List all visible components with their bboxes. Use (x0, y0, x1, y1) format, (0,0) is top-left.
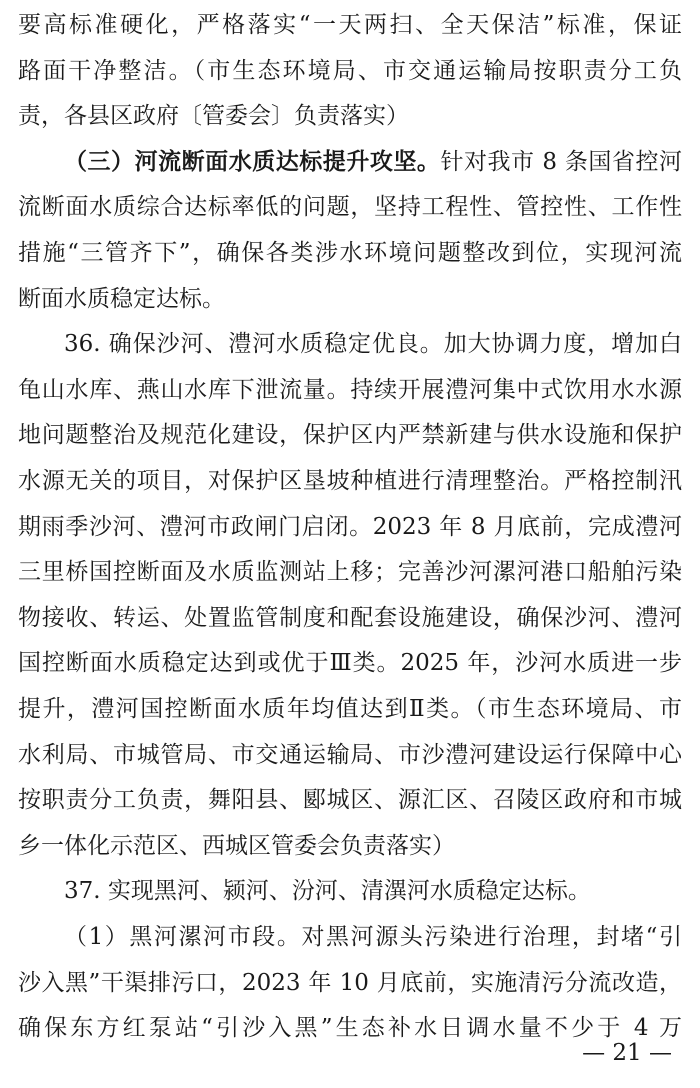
paragraph-2-line-2: 流断面水质综合达标率低的问题，坚持工程性、管控性、工作性 (18, 194, 682, 221)
paragraph-3-line-9: 提升，澧河国控断面水质年均值达到Ⅱ类。（市生态环境局、市 (18, 696, 682, 722)
page-number: — 21 — (582, 1040, 672, 1066)
paragraph-2-line-1 (64, 139, 682, 185)
paragraph-3-line-6: 三里桥国控断面及水质监测站上移；完善沙河漯河港口船舶污染 (18, 559, 682, 586)
section-heading-rest: 针对我市 8 条国省控河 (440, 148, 682, 175)
paragraph-3-line-10: 水利局、市城管局、市交通运输局、市沙澧河建设运行保障中心 (18, 741, 682, 768)
paragraph-3-line-12: 乡一体化示范区、西城区管委会负责落实） (18, 832, 455, 859)
paragraph-4-line-1: 37. 实现黑河、颍河、汾河、清潩河水质稳定达标。 (64, 878, 591, 905)
paragraph-3-line-11: 按职责分工负责，舞阳县、郾城区、源汇区、召陵区政府和市城 (18, 787, 682, 814)
paragraph-1-line-2: 路面干净整洁。（市生态环境局、市交通运输局按职责分工负 (18, 57, 682, 84)
paragraph-1-line-3: 责，各县区政府〔管委会〕负责落实） (18, 103, 409, 130)
paragraph-5-line-2: 沙入黑”干渠排污口，2023 年 10 月底前，实施清污分流改造， (18, 969, 682, 996)
paragraph-3-line-8: 国控断面水质稳定达到或优于Ⅲ类。2025 年，沙河水质进一步 (18, 650, 682, 677)
paragraph-3-line-3: 地问题整治及规范化建设，保护区内严禁新建与供水设施和保护 (18, 422, 682, 449)
paragraph-3-line-7: 物接收、转运、处置监管制度和配套设施建设，确保沙河、澧河 (18, 604, 682, 631)
paragraph-3-line-5: 期雨季沙河、澧河市政闸门启闭。2023 年 8 月底前，完成澧河 (18, 513, 682, 540)
paragraph-2-line-3: 措施“三管齐下”，确保各类涉水环境问题整改到位，实现河流 (18, 240, 682, 266)
paragraph-1-line-1: 要高标准硬化，严格落实“一天两扫、全天保洁”标准，保证 (18, 12, 682, 38)
paragraph-5-line-1: （1）黑河漯河市段。对黑河源头污染进行治理，封堵“引 (64, 924, 682, 950)
paragraph-3-line-4: 水源无关的项目，对保护区垦坡种植进行清理整治。严格控制汛 (18, 468, 682, 494)
paragraph-3-line-2: 龟山水库、燕山水库下泄流量。持续开展澧河集中式饮用水水源 (18, 376, 682, 403)
paragraph-5-line-3: 确保东方红泵站“引沙入黑”生态补水日调水量不少于 4 万 (18, 1015, 682, 1042)
section-heading: （三）河流断面水质达标提升攻坚。 (64, 147, 441, 175)
paragraph-3-line-1: 36. 确保沙河、澧河水质稳定优良。加大协调力度，增加白 (64, 331, 682, 358)
paragraph-2-line-4: 断面水质稳定达标。 (18, 285, 225, 312)
